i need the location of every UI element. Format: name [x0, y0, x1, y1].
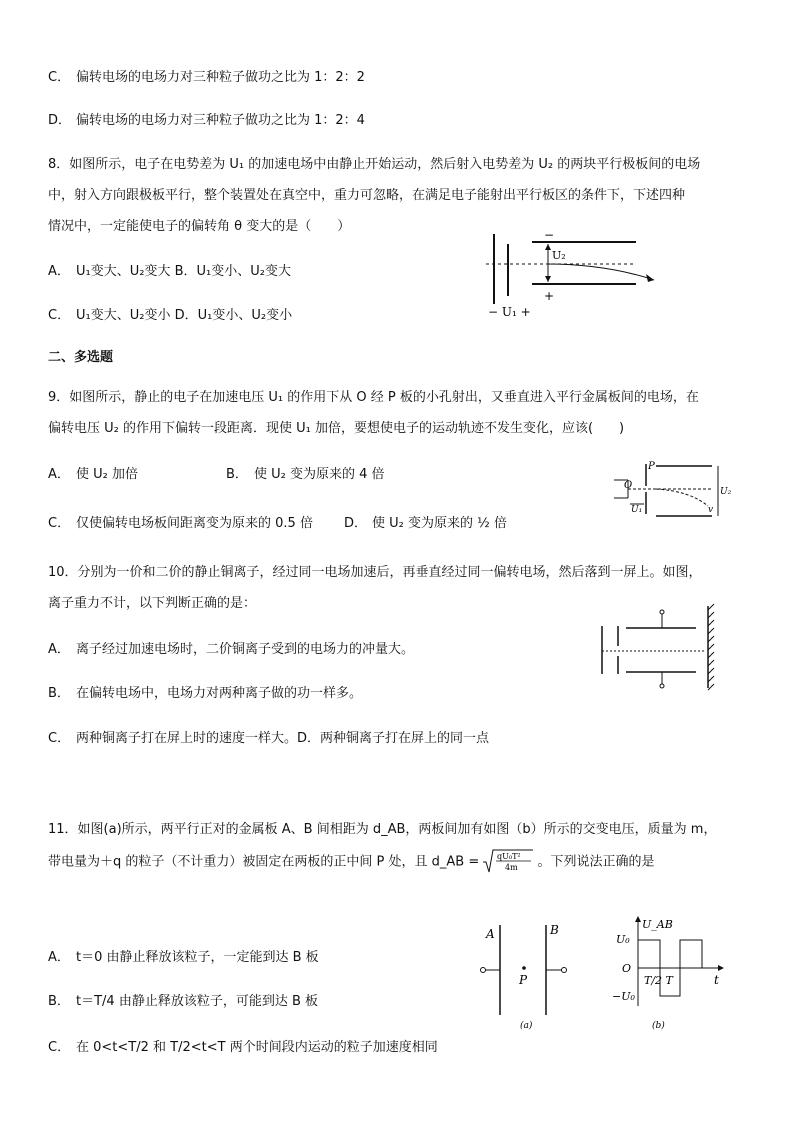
q8-options-cd: C． U₁变大、U₂变小 D．U₁变小、U₂变小	[48, 308, 293, 323]
q9-options-cd: C． 仅使偏转电场板间距离变为原来的 0.5 倍 D． 使 U₂ 变为原来的 ½ 倍	[48, 516, 507, 531]
q11-option-c: C． 在 0<t<T/2 和 T/2<t<T 两个时间段内运动的粒子加速度相同	[48, 1040, 438, 1055]
q11-stem-line1: 11．如图(a)所示，两平行正对的金属板 A、B 间相距为 d_AB，两板间加有如图（b）所示的交变电压，质量为 m，	[48, 822, 717, 837]
q11-figure-b-neg-u0: −U₀	[612, 990, 635, 1003]
q9-stem-line1: 9．如图所示，静止的电子在加速电压 U₁ 的作用下从 O 经 P 板的小孔射出，又垂直进入平行金属板间的电场，在	[48, 390, 699, 405]
q11-stem-line2: 带电量为＋q 的粒子（不计重力）被固定在两板的正中间 P 处，且 d_AB = qU₀T² 4m 。下列说法正确的是	[48, 852, 655, 872]
q11-figure-b-uab: U_AB	[642, 918, 673, 931]
q11-figure-b-origin: O	[622, 962, 632, 975]
q7-option-d: D． 偏转电场的电场力对三种粒子做功之比为 1：2：4	[48, 113, 365, 128]
q9-options-ab: A． 使 U₂ 加倍 B． 使 U₂ 变为原来的 4 倍	[48, 467, 385, 482]
q10-stem-line2: 离子重力不计，以下判断正确的是：	[48, 596, 257, 611]
q11-figure-b-ticks: T/2 T	[644, 974, 673, 987]
q8-options-ab: A． U₁变大、U₂变大 B．U₁变小、U₂变大	[48, 264, 291, 279]
q8-figure-u2-label: U₂	[552, 249, 566, 262]
q8-figure-minus: −	[544, 228, 555, 242]
q11-figure-a-label-a: A	[486, 927, 495, 941]
q11-option-a: A． t＝0 由静止释放该粒子，一定能到达 B 板	[48, 950, 319, 965]
q11-option-b: B． t＝T/4 由静止释放该粒子，可能到达 B 板	[48, 994, 319, 1009]
q9-figure-u2: U₂	[720, 487, 732, 497]
q11-figure-b-caption: (b)	[652, 1021, 665, 1031]
q11-figure-a-label-p: P	[519, 973, 528, 987]
q11-sqrt-numerator: qU₀T²	[497, 852, 521, 861]
q11-figure-a-caption: (a)	[520, 1021, 533, 1031]
q11-figure-b	[612, 912, 737, 1037]
q8-stem-line2: 中，射入方向跟极板平行，整个装置处在真空中，重力可忽略，在满足电子能射出平行板区的条件下，下述四种	[48, 188, 686, 203]
q7-option-c: C． 偏转电场的电场力对三种粒子做功之比为 1：2：2	[48, 70, 365, 85]
q8-stem-line3: 情况中，一定能使电子的偏转角 θ 变大的是（ ）	[48, 219, 351, 234]
q9-figure-u1: U₁	[631, 505, 643, 515]
q8-figure	[486, 230, 666, 330]
q9-figure	[612, 460, 742, 522]
q10-stem-line1: 10．分别为一价和二价的静止铜离子，经过同一电场加速后，再垂直经过同一偏转电场，然后落到一屏上。如图，	[48, 565, 702, 580]
q9-stem-line2: 偏转电压 U₂ 的作用下偏转一段距离．现使 U₁ 加倍，要想使电子的运动轨迹不发生变化，应该( )	[48, 421, 625, 436]
q8-stem-line1: 8．如图所示，电子在电势差为 U₁ 的加速电场中由静止开始运动，然后射入电势差为 U₂ 的两块平行极板间的电场	[48, 157, 701, 172]
q8-figure-plus: +	[544, 289, 555, 303]
section-heading: 二、多选题	[48, 350, 114, 365]
q9-figure-p: P	[648, 461, 655, 472]
q11-figure-b-u0: U₀	[616, 933, 630, 946]
q9-figure-o: O	[624, 480, 633, 491]
q10-option-a: A． 离子经过加速电场时，二价铜离子受到的电场力的冲量大。	[48, 642, 415, 657]
q11-sqrt-formula	[483, 852, 533, 872]
q10-options-cd: C． 两种铜离子打在屏上时的速度一样大。D．两种铜离子打在屏上的同一点	[48, 731, 490, 746]
q10-figure	[596, 604, 721, 690]
q10-option-b: B． 在偏转电场中，电场力对两种离子做的功一样多。	[48, 686, 363, 701]
q8-figure-u1-label: − U₁ +	[488, 305, 531, 319]
q11-figure-b-t-axis: t	[714, 973, 719, 987]
q9-figure-v: v	[708, 505, 714, 515]
q11-figure-a-label-b: B	[550, 923, 559, 937]
q11-figure-a	[480, 920, 590, 1035]
q11-sqrt-denominator: 4m	[505, 863, 519, 872]
